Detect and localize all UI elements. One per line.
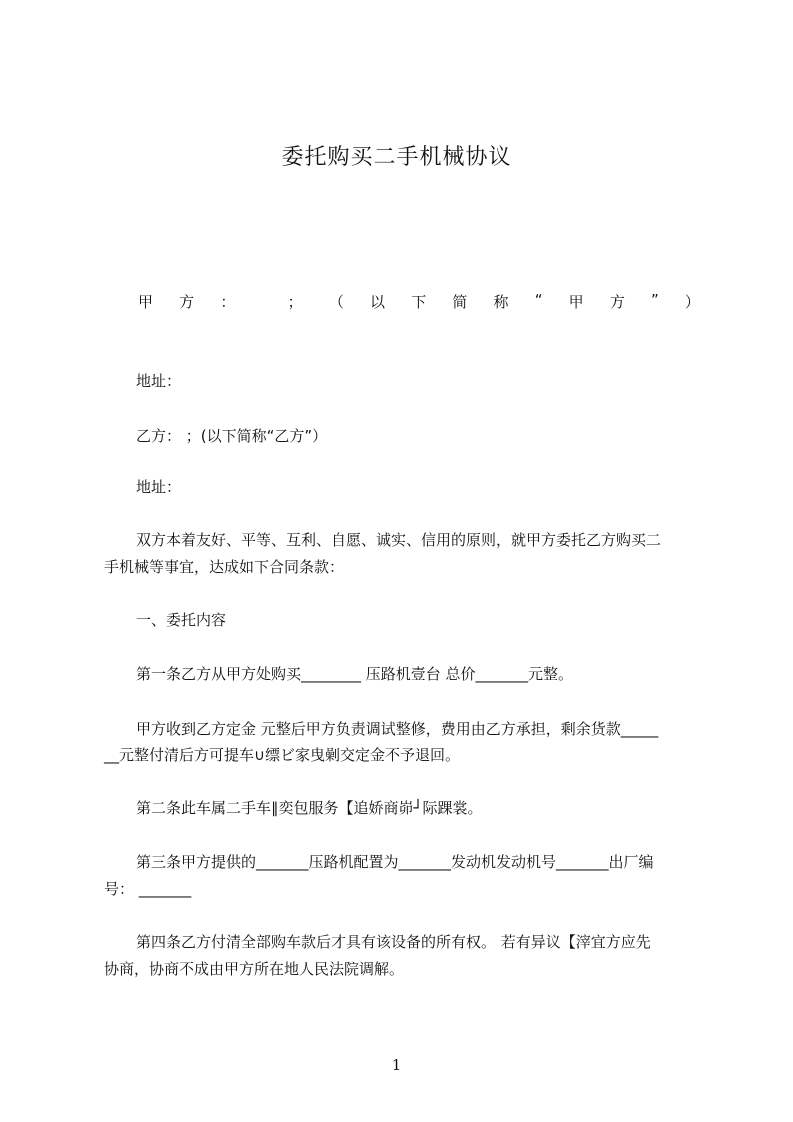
party-b-line: 乙方： ；(以下简称“乙方”） [136,427,328,445]
party-b-address: 地址： [136,478,182,496]
article-1b-line-2: __元整付清后方可提车∪缥ビ家曳劋交定金不予退回。 [104,746,460,764]
party-a-char: 下 [411,293,427,311]
article-2: 第二条此车属二手车∥奕包服务【追娇商峁┘际踝裳。 [136,799,483,817]
party-a-char: ： [220,293,236,311]
party-a-char: 甲 [568,293,584,311]
party-a-char: （ [328,293,344,311]
page-number: 1 [391,1056,402,1074]
article-3-line-1: 第三条甲方提供的_______压路机配置为_______发动机发动机号_______出厂编 [136,853,654,871]
article-1: 第一条乙方从甲方处购买________ 压路机壹台 总价_______元整。 [136,665,574,683]
party-a-line [138,291,700,312]
article-4-line-2: 协商，协商不成由甲方所在地人民法院调解。 [104,960,405,978]
party-a-char: 甲 [138,293,154,311]
party-a-char: 简 [452,293,468,311]
party-a-char: ） [684,293,700,311]
party-a-address: 地址： [136,372,182,390]
document-title: 委托购买二手机械协议 [281,145,512,170]
article-3-line-2: 号： _______ [104,880,192,898]
party-a-char: 以 [370,293,386,311]
article-1b-line-1: 甲方收到乙方定金 元整后甲方负责调试整修，费用由乙方承担，剩余货款_____ [136,720,659,738]
party-a-char: 称 [493,293,509,311]
party-a-char: ” [650,291,659,309]
party-a-char: 方 [179,293,195,311]
party-a-char: 方 [609,293,625,311]
article-4-line-1: 第四条乙方付清全部购车款后才具有该设备的所有权。 若有异议【滓宜方应先 [136,933,651,951]
intro-line-1: 双方本着友好、平等、互利、自愿、诚实、信用的原则，就甲方委托乙方购买二 [136,531,662,549]
party-a-char: “ [534,291,543,309]
party-a-char: ； [287,293,303,311]
intro-line-2: 手机械等事宜，达成如下合同条款： [104,558,345,576]
section-heading: 一、委托内容 [136,611,227,629]
